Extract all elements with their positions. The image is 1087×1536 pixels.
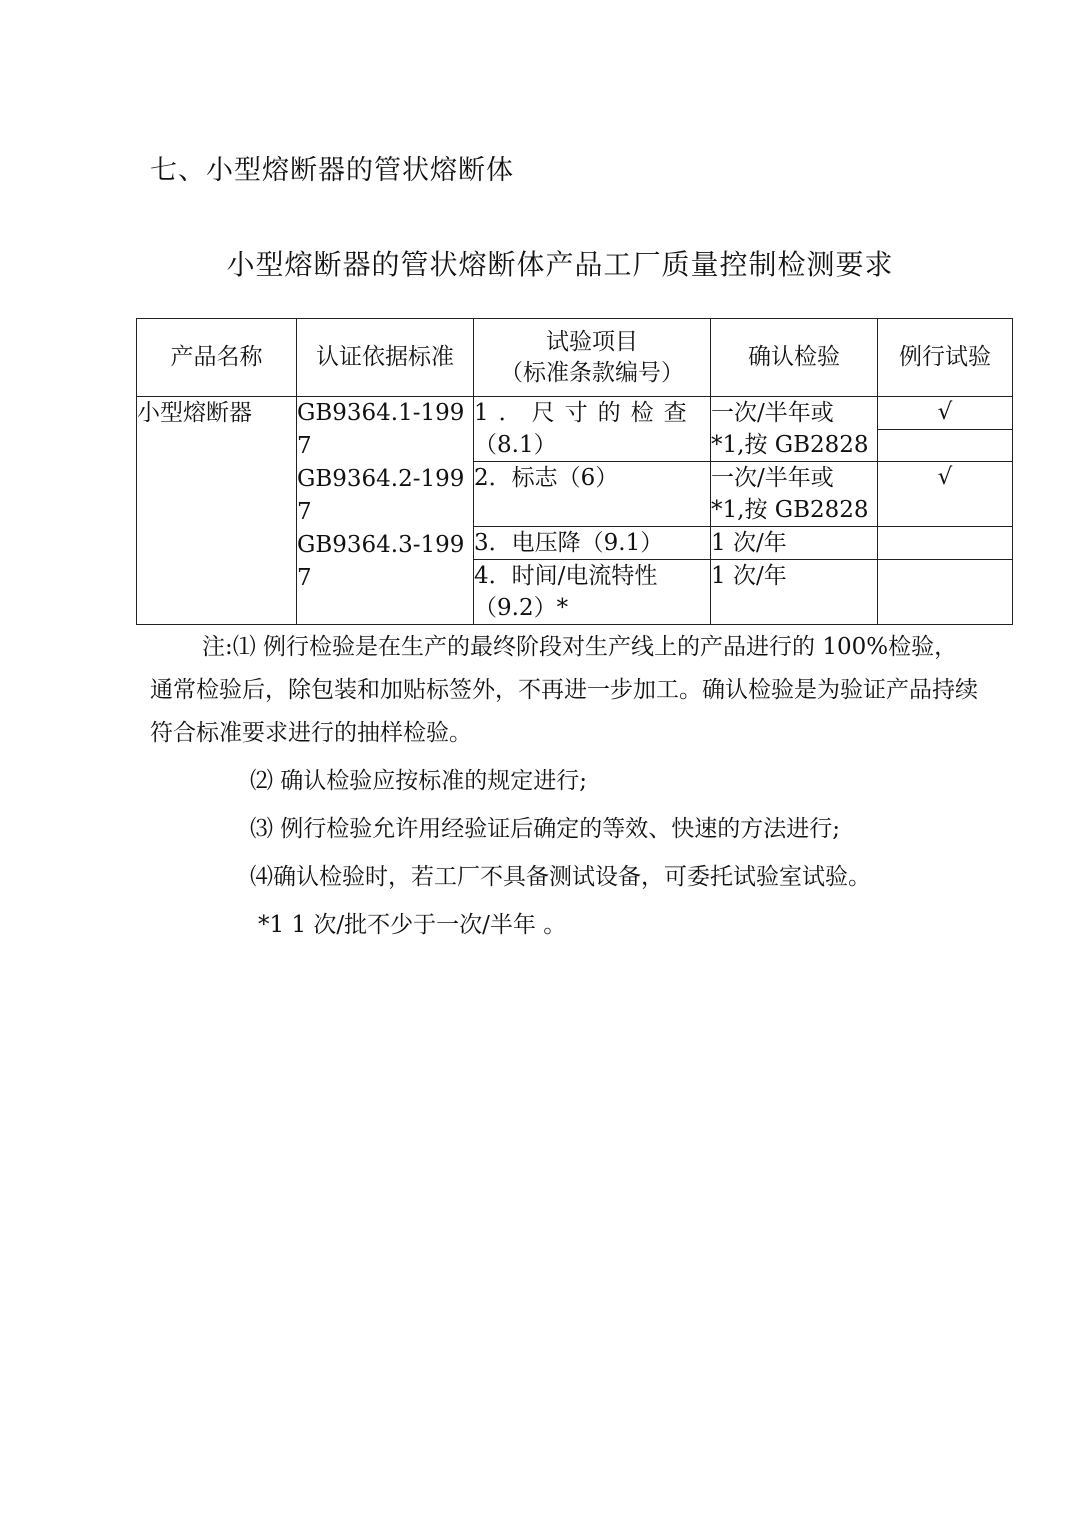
confirm-line1: 一次/半年或: [711, 465, 834, 491]
notes-section: [150, 626, 980, 947]
test-item-line2: （8.1）: [474, 432, 557, 458]
table-header-row: [137, 319, 1013, 397]
standards-cell: [297, 397, 474, 625]
test-item-cell: [474, 462, 711, 527]
header-routine-test: 例行试验: [878, 319, 1013, 397]
test-item-line1: 2．标志（6）: [474, 465, 619, 491]
note-4: ⑷确认检验时，若工厂不具备测试设备，可委托试验室试验。: [250, 864, 871, 890]
test-item-cell: [474, 560, 711, 625]
confirm-line2: *1,按 GB2828: [711, 497, 869, 523]
test-item-cell: [474, 397, 711, 462]
note-3: ⑶ 例行检验允许用经验证后确定的等效、快速的方法进行;: [250, 816, 841, 842]
confirm-line1: 1 次/年: [711, 563, 787, 589]
test-item-line1: 1．尺寸的检查: [474, 400, 697, 426]
test-item-line1: 4．时间/电流特性: [474, 563, 658, 589]
confirm-cell: [711, 397, 878, 462]
table-row: [137, 397, 1013, 430]
section-heading: 七、小型熔断器的管状熔断体: [150, 155, 514, 186]
header-standard: 认证依据标准: [297, 319, 474, 397]
confirm-line2: *1,按 GB2828: [711, 432, 869, 458]
note-1: 注:⑴ 例行检验是在生产的最终阶段对生产线上的产品进行的 100%检验，通常检验后，除包装和加贴标签外，不再进一步加工。确认检验是为验证产品持续符合标准要求进行的抽样检验。: [150, 634, 978, 746]
confirm-cell: [711, 527, 878, 560]
routine-mark: √: [878, 462, 1013, 527]
confirm-line1: 一次/半年或: [711, 400, 834, 426]
header-test-item: [474, 319, 711, 397]
requirements-table: [136, 318, 1013, 625]
header-test-item-line1: 试验项目: [546, 328, 638, 355]
routine-mark: [878, 527, 1013, 560]
standard-item: GB9364.2-1997: [297, 466, 465, 525]
header-test-item-line2: （标准条款编号）: [500, 359, 684, 386]
test-item-line2: （9.2）*: [474, 595, 569, 621]
test-item-cell: [474, 527, 711, 560]
standard-item: GB9364.3-1997: [297, 532, 465, 591]
product-cell: 小型熔断器: [137, 397, 297, 625]
document-title: 小型熔断器的管状熔断体产品工厂质量控制检测要求: [226, 248, 894, 281]
note-5: *1 1 次/批不少于一次/半年 。: [258, 912, 567, 938]
routine-empty: [878, 429, 1013, 462]
routine-mark: [878, 560, 1013, 625]
confirm-line1: 1 次/年: [711, 530, 787, 556]
header-confirm-test: 确认检验: [711, 319, 878, 397]
note-2: ⑵ 确认检验应按标准的规定进行;: [250, 768, 588, 794]
header-product-name: 产品名称: [137, 319, 297, 397]
confirm-cell: [711, 462, 878, 527]
standard-item: GB9364.1-1997: [297, 400, 465, 459]
routine-mark: √: [878, 397, 1013, 430]
confirm-cell: [711, 560, 878, 625]
test-item-line1: 3．电压降（9.1）: [474, 530, 664, 556]
